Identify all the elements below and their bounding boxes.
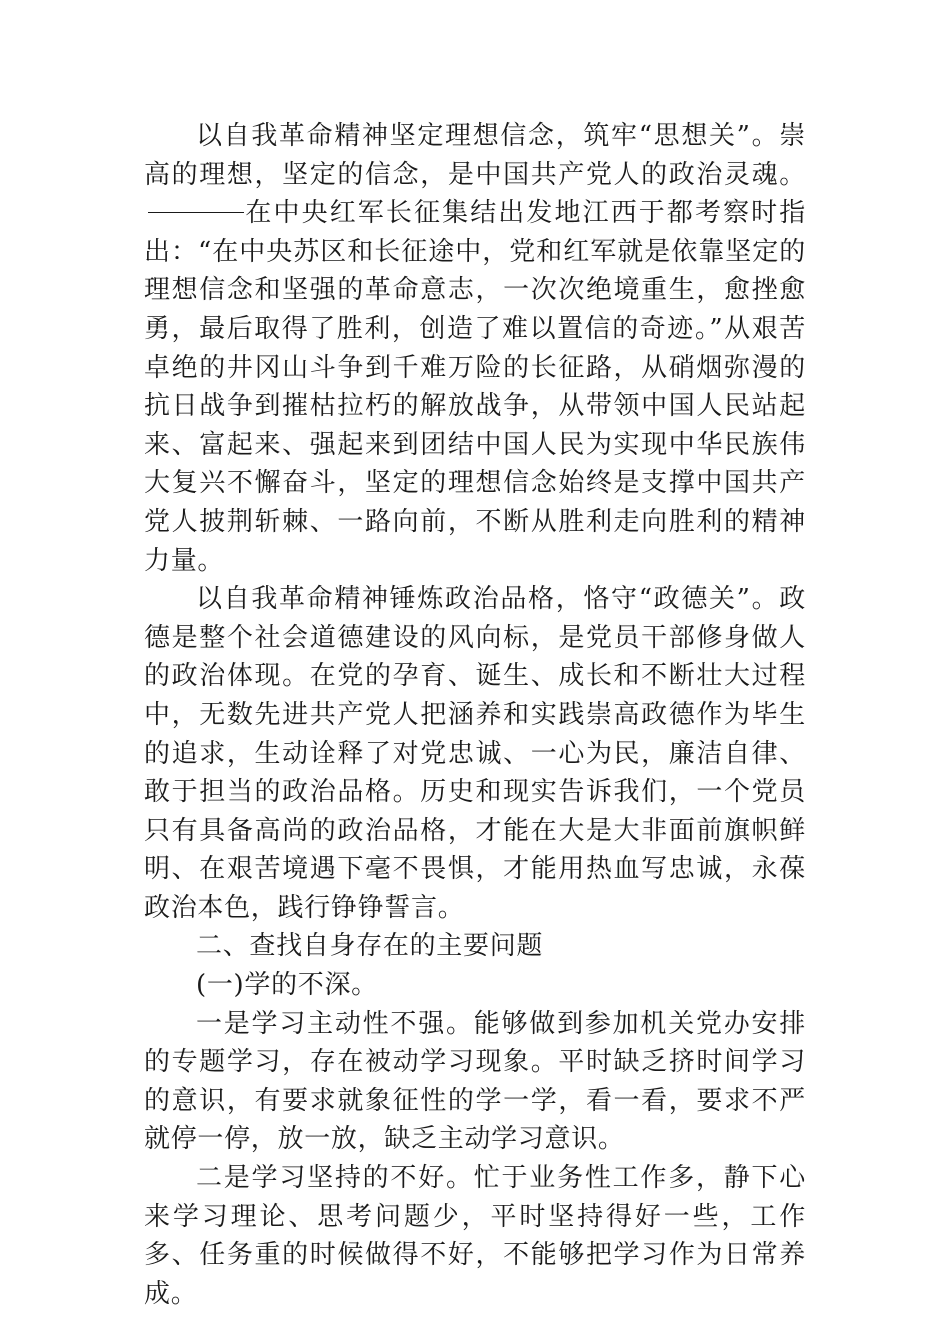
redacted-blank-line: [148, 212, 244, 213]
section-heading: 二、查找自身存在的主要问题: [196, 931, 544, 962]
document-page: [144, 117, 806, 1313]
paragraph-ideals-text-a: 以自我革命精神坚定理想信念，筑牢“思想关”。崇高的理想，坚定的信念，是中国共产党人的政治灵魂。: [144, 121, 806, 190]
subsection-heading: (一)学的不深。: [196, 970, 378, 1001]
paragraph-ideals: [144, 117, 806, 580]
paragraph-ideals-text-b: 在中央红军长征集结出发地江西于都考察时指出：“在中央苏区和长征途中，党和红军就是依靠坚定的理想信念和坚强的革命意志，一次次绝境重生，愈挫愈勇，最后取得了胜利，创造了难以置信的奇迹。”从艰苦卓绝的井冈山斗争到千难万险的长征路，从硝烟弥漫的抗日战争到摧枯拉朽的解放战争，从带领中国人民站起来、富起来、强起来到团结中国人民为实现中华民族伟大复兴不懈奋斗，坚定的理想信念始终是支撑中国共产党人披荆斩棘、一路向前，不断从胜利走向胜利的精神力量。: [144, 198, 806, 576]
paragraph-study-initiative: 一是学习主动性不强。能够做到参加机关党办安排的专题学习，存在被动学习现象。平时缺乏挤时间学习的意识，有要求就象征性的学一学，看一看，要求不严就停一停，放一放，缺乏主动学习意识。: [144, 1008, 806, 1155]
paragraph-political-character: 以自我革命精神锤炼政治品格，恪守“政德关”。政德是整个社会道德建设的风向标，是党员干部修身做人的政治体现。在党的孕育、诞生、成长和不断壮大过程中，无数先进共产党人把涵养和实践崇高政德作为毕生的追求，生动诠释了对党忠诚、一心为民，廉洁自律、敢于担当的政治品格。历史和现实告诉我们，一个党员只有具备高尚的政治品格，才能在大是大非面前旗帜鲜明、在艰苦境遇下毫不畏惧，才能用热血写忠诚，永葆政治本色，践行铮铮誓言。: [144, 584, 806, 923]
paragraph-study-persistence: 二是学习坚持的不好。忙于业务性工作多，静下心来学习理论、思考问题少，平时坚持得好一些，工作多、任务重的时候做得不好，不能够把学习作为日常养成。: [144, 1163, 806, 1309]
